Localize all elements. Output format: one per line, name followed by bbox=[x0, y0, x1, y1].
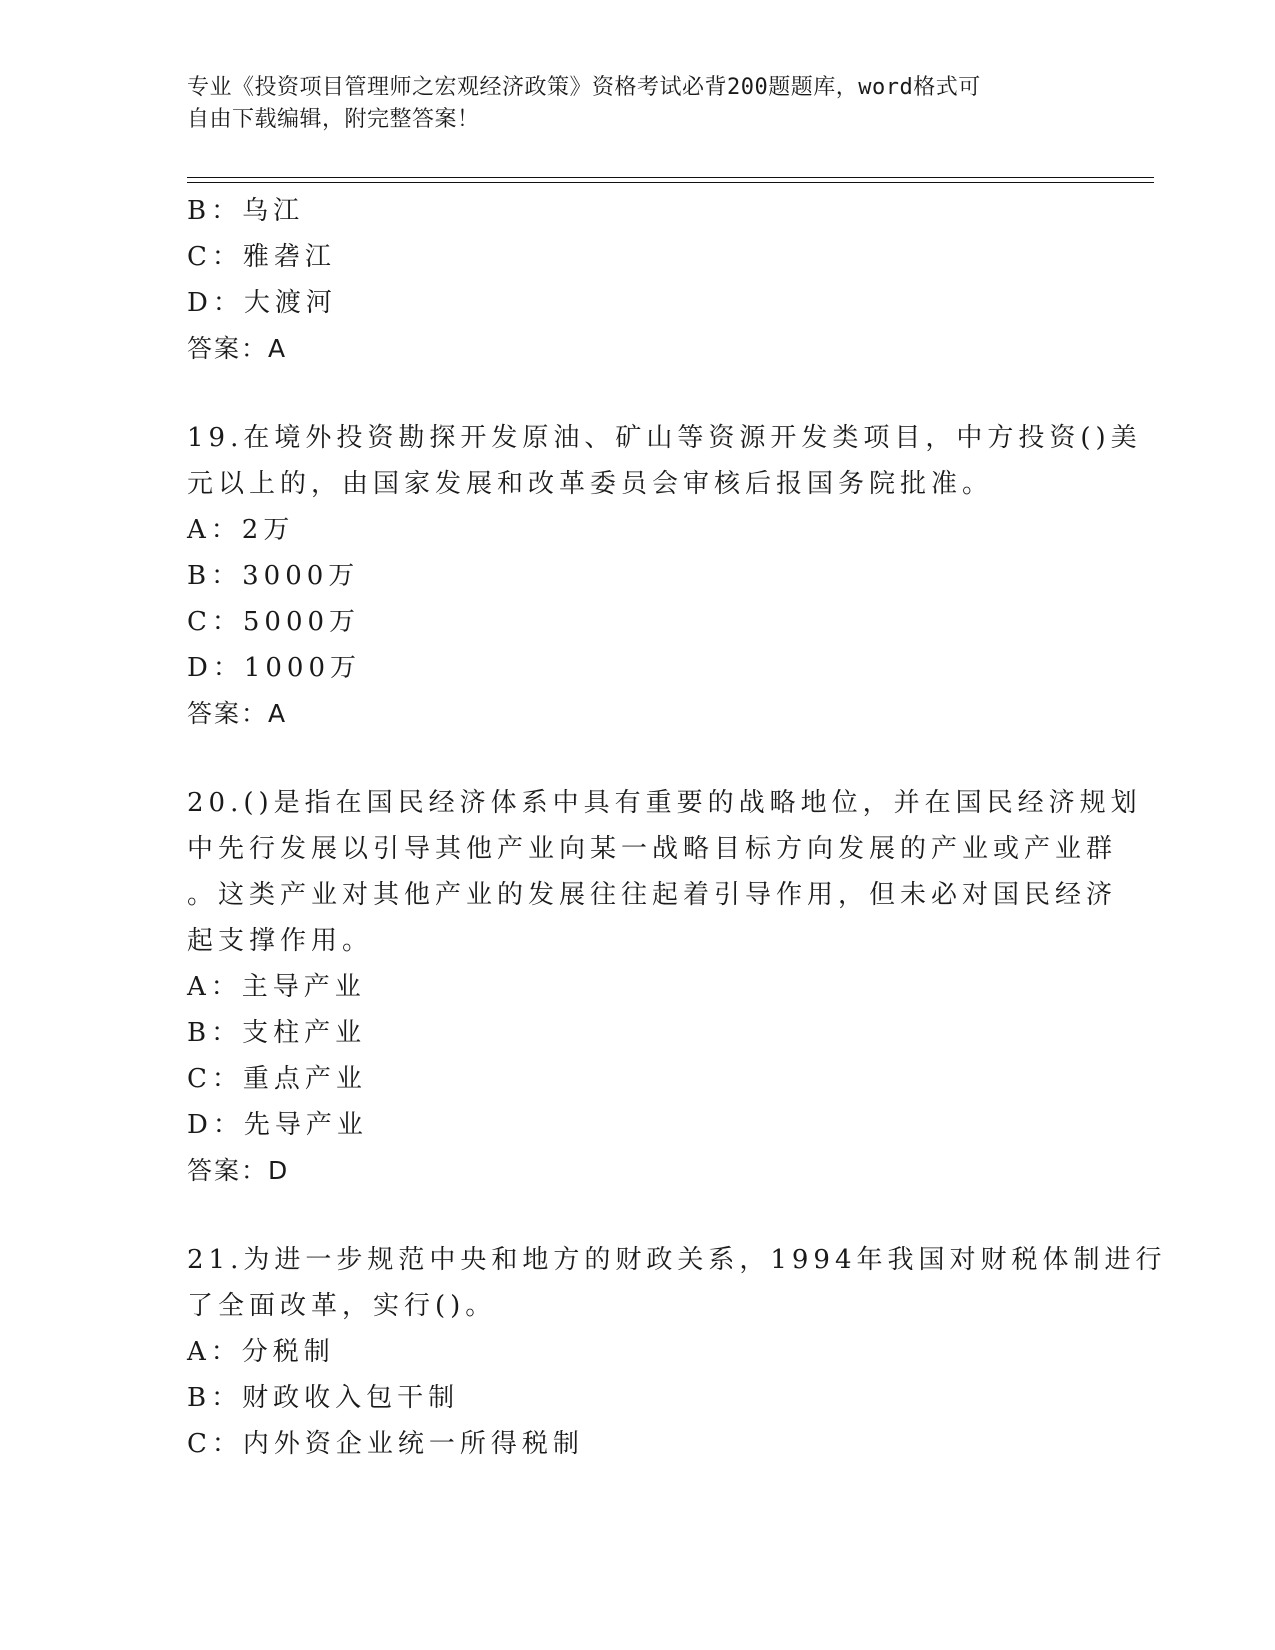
q20-stem-line-1: 20.()是指在国民经济体系中具有重要的战略地位，并在国民经济规划 bbox=[187, 788, 1142, 818]
header-divider-top bbox=[187, 177, 1154, 178]
q19-stem-line-2: 元以上的，由国家发展和改革委员会审核后报国务院批准。 bbox=[187, 469, 994, 499]
q20-answer: 答案：D bbox=[187, 1156, 290, 1185]
q20-stem-line-2: 中先行发展以引导其他产业向某一战略目标方向发展的产业或产业群 bbox=[187, 834, 1118, 864]
q20-stem-line-4: 起支撑作用。 bbox=[187, 926, 374, 956]
q19-option-a: A：2万 bbox=[187, 515, 295, 545]
header-divider-bottom bbox=[187, 182, 1154, 183]
question-list bbox=[187, 188, 1167, 1467]
q20-option-b: B：支柱产业 bbox=[187, 1018, 367, 1048]
q19-option-c: C：5000万 bbox=[187, 607, 361, 637]
q20-option-a: A：主导产业 bbox=[187, 972, 366, 1002]
q20-option-c: C：重点产业 bbox=[187, 1064, 367, 1094]
q20-stem-line-3: 。这类产业对其他产业的发展往往起着引导作用，但未必对国民经济 bbox=[187, 880, 1118, 910]
q21-option-b: B：财政收入包干制 bbox=[187, 1383, 460, 1413]
header-line-1: 专业《投资项目管理师之宏观经济政策》资格考试必背200题题库，word格式可 bbox=[187, 75, 981, 100]
q19-answer: 答案：A bbox=[187, 699, 288, 728]
q18-option-b: B：乌江 bbox=[187, 196, 305, 226]
q20-option-d: D：先导产业 bbox=[187, 1110, 368, 1140]
header-line-2: 自由下载编辑，附完整答案！ bbox=[187, 107, 480, 132]
q21-option-c: C：内外资企业统一所得税制 bbox=[187, 1429, 584, 1459]
q21-stem-line-2: 了全面改革，实行()。 bbox=[187, 1291, 497, 1321]
q18-option-c: C：雅砻江 bbox=[187, 242, 336, 272]
q19-stem-line-1: 19.在境外投资勘探开发原油、矿山等资源开发类项目，中方投资()美 bbox=[187, 423, 1142, 453]
q18-option-d: D：大渡河 bbox=[187, 288, 337, 318]
q21-stem-line-1: 21.为进一步规范中央和地方的财政关系，1994年我国对财税体制进行 bbox=[187, 1245, 1167, 1275]
document-header bbox=[187, 72, 1087, 136]
q21-option-a: A：分税制 bbox=[187, 1337, 335, 1367]
q19-option-b: B：3000万 bbox=[187, 561, 360, 591]
q19-option-d: D：1000万 bbox=[187, 653, 362, 683]
q18-answer: 答案：A bbox=[187, 334, 288, 363]
